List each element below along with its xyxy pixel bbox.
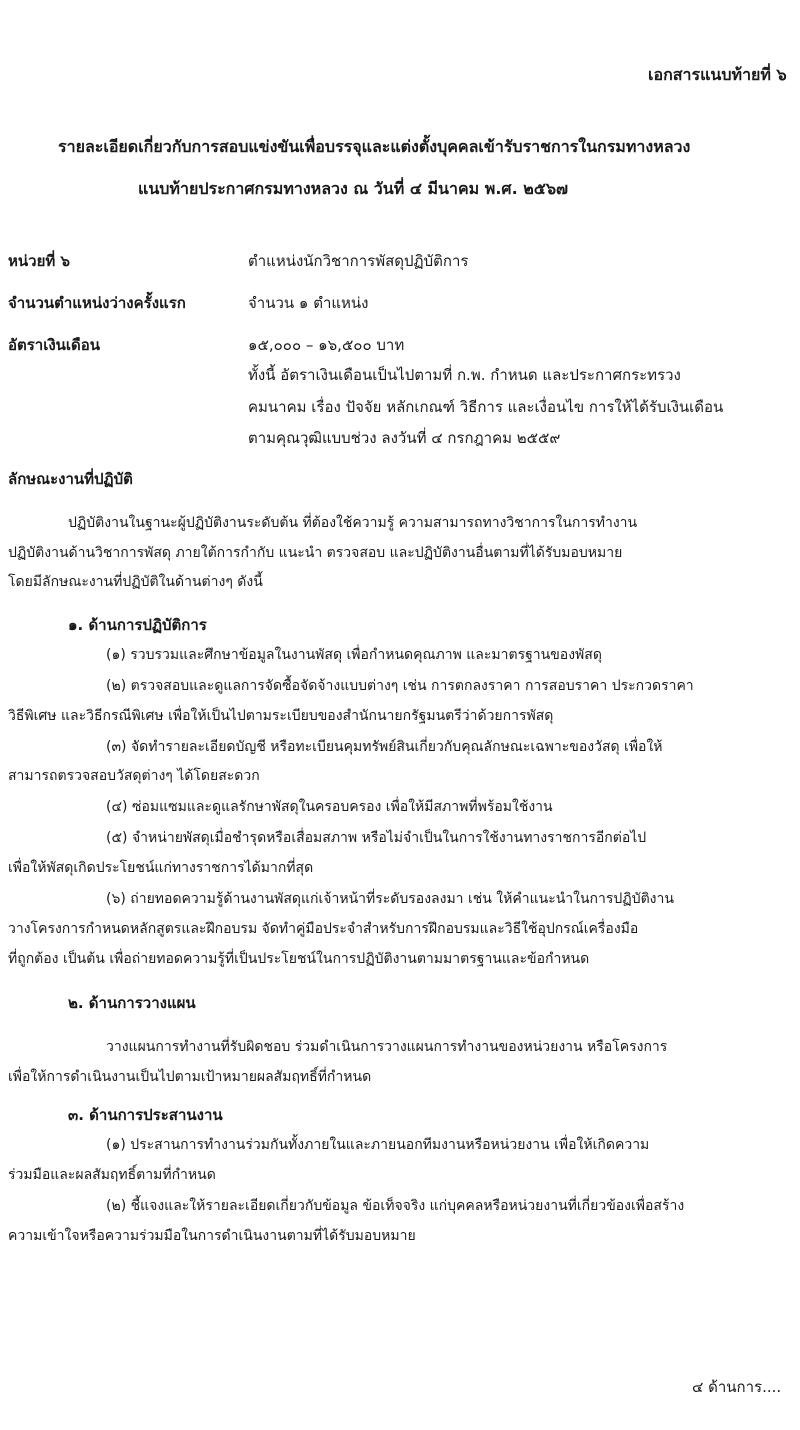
section-title-operations: ๑. ด้านการปฏิบัติการ	[68, 616, 207, 634]
salary-note-line: ตามคุณวุฒิแบบช่วง ลงวันที่ ๔ กรกฎาคม ๒๕๕๙	[248, 429, 561, 447]
section-line: ร่วมมือและผลสัมฤทธิ์ตามที่กำหนด	[8, 1167, 216, 1183]
attachment-tag: เอกสารแนบท้ายที่ ๖	[648, 65, 787, 84]
section-line: ที่ถูกต้อง เป็นต้น เพื่อถ่ายทอดความรู้ที่เป็นประโยชน์ในการปฏิบัติงานตามมาตรฐานและข้อกำหนด	[8, 951, 590, 967]
vacancy-value: จำนวน ๑ ตำแหน่ง	[248, 294, 369, 312]
salary-note-line: ทั้งนี้ อัตราเงินเดือนเป็นไปตามที่ ก.พ. กำหนด และประกาศกระทรวง	[248, 366, 681, 384]
salary-label: อัตราเงินเดือน	[8, 336, 101, 354]
section-line: (๔) ซ่อมแซมและดูแลรักษาพัสดุในครอบครอง เพื่อให้มีสภาพที่พร้อมใช้งาน	[106, 799, 553, 815]
duties-intro-line: โดยมีลักษณะงานที่ปฏิบัติในด้านต่างๆ ดังนี้	[8, 574, 263, 590]
section-line: เพื่อให้การดำเนินงานเป็นไปตามเป้าหมายผลสัมฤทธิ์ที่กำหนด	[8, 1069, 372, 1085]
continuation-note: ๔ ด้านการ....	[692, 1378, 782, 1396]
section-line: (๖) ถ่ายทอดความรู้ด้านงานพัสดุแก่เจ้าหน้าที่ระดับรองลงมา เช่น ให้คำแนะนำในการปฏิบัติงาน	[106, 891, 674, 907]
section-line: สามารถตรวจสอบวัสดุต่างๆ ได้โดยสะดวก	[8, 768, 260, 784]
section-line: (๑) ประสานการทำงานร่วมกันทั้งภายในและภายนอกทีมงานหรือหน่วยงาน เพื่อให้เกิดความ	[106, 1137, 650, 1153]
duties-intro-line: ปฏิบัติงานด้านวิชาการพัสดุ ภายใต้การกำกับ แนะนำ ตรวจสอบ และปฏิบัติงานอื่นตามที่ได้รับมอบหมาย	[8, 545, 623, 561]
unit-value: ตำแหน่งนักวิชาการพัสดุปฏิบัติการ	[248, 252, 469, 270]
section-title-planning: ๒. ด้านการวางแผน	[68, 994, 196, 1012]
document-subtitle: แนบท้ายประกาศกรมทางหลวง ณ วันที่ ๔ มีนาคม พ.ศ. ๒๕๖๗	[138, 179, 569, 198]
document-title: รายละเอียดเกี่ยวกับการสอบแข่งขันเพื่อบรรจุและแต่งตั้งบุคคลเข้ารับราชการในกรมทางหลวง	[58, 137, 691, 156]
duties-heading: ลักษณะงานที่ปฏิบัติ	[8, 470, 133, 488]
salary-note-line: คมนาคม เรื่อง ปัจจัย หลักเกณฑ์ วิธีการ และเงื่อนไข การให้ได้รับเงินเดือน	[248, 398, 724, 416]
section-line: (๒) ชี้แจงและให้รายละเอียดเกี่ยวกับข้อมูล ข้อเท็จจริง แก่บุคคลหรือหน่วยงานที่เกี่ยวข้องเพื่อสร้าง	[106, 1198, 685, 1214]
section-line: (๕) จำหน่ายพัสดุเมื่อชำรุดหรือเสื่อมสภาพ หรือไม่จำเป็นในการใช้งานทางราชการอีกต่อไป	[106, 830, 647, 846]
section-line: (๒) ตรวจสอบและดูแลการจัดซื้อจัดจ้างแบบต่างๆ เช่น การตกลงราคา การสอบราคา ประกวดราคา	[106, 678, 694, 694]
vacancy-label: จำนวนตำแหน่งว่างครั้งแรก	[8, 294, 186, 312]
unit-label: หน่วยที่ ๖	[8, 252, 70, 270]
salary-value: ๑๕,๐๐๐ – ๑๖,๕๐๐ บาท	[248, 336, 405, 354]
section-line: วางแผนการทำงานที่รับผิดชอบ ร่วมดำเนินการวางแผนการทำงานของหน่วยงาน หรือโครงการ	[106, 1039, 668, 1055]
section-line: (๑) รวบรวมและศึกษาข้อมูลในงานพัสดุ เพื่อกำหนดคุณภาพ และมาตรฐานของพัสดุ	[106, 647, 602, 663]
section-line: วิธีพิเศษ และวิธีกรณีพิเศษ เพื่อให้เป็นไปตามระเบียบของสำนักนายกรัฐมนตรีว่าด้วยการพัสดุ	[8, 708, 554, 724]
section-line: (๓) จัดทำรายละเอียดบัญชี หรือทะเบียนคุมทรัพย์สินเกี่ยวกับคุณลักษณะเฉพาะของวัสดุ เพื่อให้	[106, 739, 663, 755]
duties-intro-line: ปฏิบัติงานในฐานะผู้ปฏิบัติงานระดับต้น ที่ต้องใช้ความรู้ ความสามารถทางวิชาการในการทำงาน	[68, 515, 638, 531]
section-line: วางโครงการกำหนดหลักสูตรและฝึกอบรม จัดทำคู่มือประจำสำหรับการฝึกอบรมและวิธีใช้อุปกรณ์เครื่องมือ	[8, 921, 639, 937]
section-line: ความเข้าใจหรือความร่วมมือในการดำเนินงานตามที่ได้รับมอบหมาย	[8, 1228, 416, 1244]
section-line: เพื่อให้พัสดุเกิดประโยชน์แก่ทางราชการได้มากที่สุด	[8, 860, 314, 876]
section-title-coordination: ๓. ด้านการประสานงาน	[68, 1106, 223, 1124]
